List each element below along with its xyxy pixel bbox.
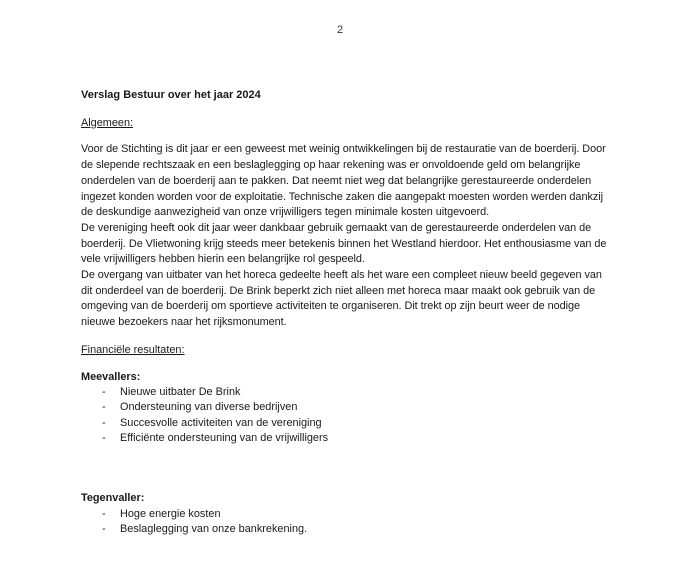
document-title: Verslag Bestuur over het jaar 2024 <box>81 89 261 101</box>
dash-bullet: - <box>102 507 106 520</box>
document-body <box>81 88 611 537</box>
list-item-text: Ondersteuning van diverse bedrijven <box>120 401 298 414</box>
paragraph: De overgang van uitbater van het horeca gedeelte heeft als het ware een compleet nieuw beeld gegeven van dit onderdeel van de boerderij. De Brink beperkt zich niet alleen met horeca maar maakt ook gebruik van de omgeving van de boerderij om sportieve activiteiten te organiseren. Dit trekt op zijn beurt weer de nodige nieuwe bezoekers naar het rijksmonument. <box>81 269 602 329</box>
list-item <box>81 416 611 431</box>
list-item <box>81 400 611 415</box>
dash-bullet: - <box>102 416 106 429</box>
list-heading-tegenvaller: Tegenvaller: <box>81 492 145 504</box>
section-heading-financieel: Financiële resultaten: <box>81 343 185 356</box>
list-item-text: Hoge energie kosten <box>120 507 221 520</box>
list-item <box>81 507 611 522</box>
paragraph: De vereniging heeft ook dit jaar weer dankbaar gebruik gemaakt van de gerestaureerde onderdelen van de boerderij. De Vlietwoning krijg steeds meer betekenis binnen het Westland hierdoor. Het enthousiasme van de vele vrijwilligers hebben hierin een belangrijke rol gespeeld. <box>81 221 607 266</box>
list-heading-meevallers: Meevallers: <box>81 370 141 383</box>
list-item-text: Efficiënte ondersteuning van de vrijwilligers <box>120 431 329 444</box>
section-heading-algemeen: Algemeen: <box>81 116 134 129</box>
list-item-text: Succesvolle activiteiten van de vereniging <box>120 416 322 429</box>
list-item <box>81 385 611 400</box>
list-item <box>81 522 611 537</box>
page-number: 2 <box>336 24 344 36</box>
meevallers-list <box>81 385 611 446</box>
list-item <box>81 431 611 446</box>
dash-bullet: - <box>102 431 106 444</box>
list-item-text: Nieuwe uitbater De Brink <box>120 386 241 399</box>
list-item-text: Beslaglegging van onze bankrekening. <box>120 522 308 535</box>
dash-bullet: - <box>102 522 106 535</box>
paragraph: Voor de Stichting is dit jaar er een geweest met weinig ontwikkelingen bij de restauratie van de boerderij. Door de slepende rechtszaak en een beslaglegging op haar rekening was er onvoldoende geld om belangrijke onderdelen van de boerderij aan te pakken. Dat neemt niet weg dat belangrijke gerestaureerde onderdelen ingezet konden worden voor de exploitatie. Technische zaken die aangepakt moesten worden werden dankzij de deskundige aanwezigheid van onze vrijwilligers tegen minimale kosten uitgevoerd. <box>81 143 606 219</box>
dash-bullet: - <box>102 386 106 399</box>
tegenvaller-list <box>81 507 611 537</box>
dash-bullet: - <box>102 401 106 414</box>
